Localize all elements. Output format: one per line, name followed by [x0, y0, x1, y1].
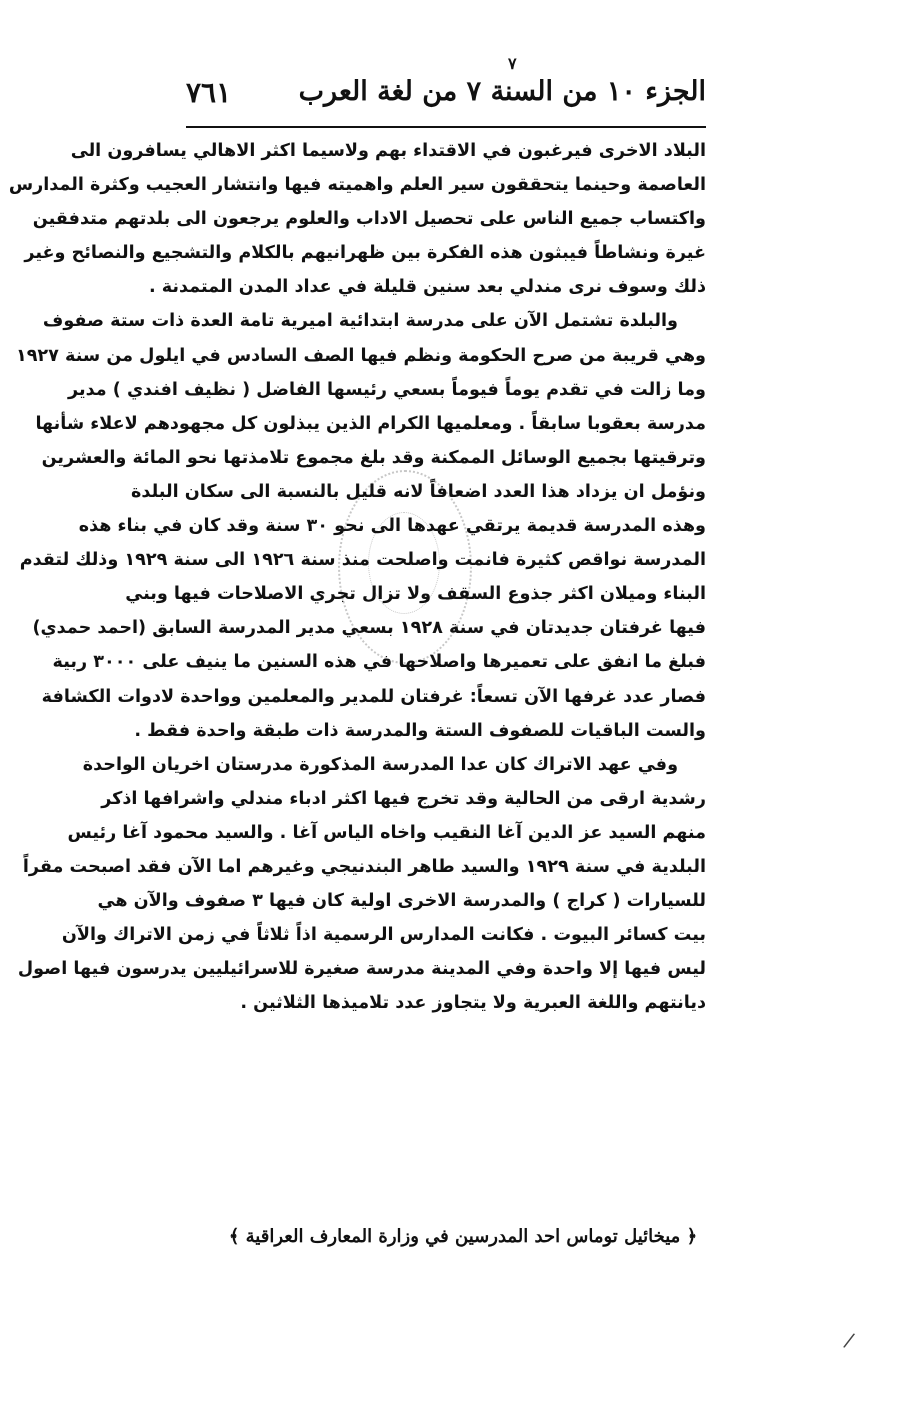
text-line: واكتساب جميع الناس على تحصيل الاداب والعلوم يرجعون الى بلدتهم متدفقين: [32, 209, 706, 230]
text-line: وما زالت في تقدم يوماً فيوماً بسعي رئيسها الفاضل ( نظيف افندي ) مدير: [68, 379, 706, 400]
text-line: ليس فيها إلا واحدة وفي المدينة مدرسة صغيرة للاسرائيليين يدرسون فيها اصول: [17, 959, 706, 980]
text-line: غيرة ونشاطاً فيبثون هذه الفكرة بين ظهرانيهم بالكلام والتشجيع والنصائح وغير: [24, 243, 706, 264]
text-line: مدرسة بعقوبا سابقاً . ومعلميها الكرام الذين يبذلون كل مجهودهم لاعلاء شأنها: [35, 413, 706, 434]
text-line: وهذه المدرسة قديمة يرتقي عهدها الى نحو ٣٠ سنة وقد كان في بناء هذه: [78, 516, 706, 537]
text-line: للسيارات ( كراج ) والمدرسة الاخرى اولية كان فيها ٣ صفوف والآن هي: [97, 891, 706, 912]
text-line: ذلك وسوف نرى مندلي بعد سنين قليلة في عداد المدن المتمدنة .: [148, 277, 706, 298]
author-signature: ﴿ ميخائيل توماس احد المدرسين في وزارة المعارف العراقية ﴾: [228, 1226, 698, 1247]
text-line: والبلدة تشتمل الآن على مدرسة ابتدائية اميرية تامة العدة ذات ستة صفوف: [42, 311, 678, 332]
text-line: العاصمة وحينما يتحققون سير العلم واهميته فيها وانتشار العجيب وكثرة المدارس: [8, 175, 706, 196]
text-line: البلاد الاخرى فيرغبون في الاقتداء بهم ولاسيما اكثر الاهالي يسافرون الى: [70, 141, 706, 161]
text-line: رشدية ارقى من الحالية وقد تخرج فيها اكثر ادباء مندلي واشرافها اذكر: [101, 788, 706, 809]
text-line: البلدية في سنة ١٩٢٩ والسيد طاهر البندنيجي وغيرهم اما الآن فقد اصبحت مقراً: [22, 856, 706, 877]
text-line: وترقيتها بجميع الوسائل الممكنة وقد بلغ مجموع تلامذتها نحو المائة والعشرين: [41, 447, 706, 468]
running-title: الجزء ١٠ من السنة ٧ من لغة العرب: [298, 76, 706, 107]
article-body: [8, 134, 706, 1020]
text-line: فصار عدد غرفها الآن تسعاً: غرفتان للمدير والمعلمين وواحدة لادوات الكشافة: [41, 686, 706, 707]
text-line: ونؤمل ان يزداد هذا العدد اضعافاً لانه قليل بالنسبة الى سكان البلدة: [131, 481, 706, 502]
text-line: وفي عهد الاتراك كان عدا المدرسة المذكورة مدرستان اخريان الواحدة: [82, 754, 678, 775]
page-header: [186, 54, 706, 120]
text-line: فبلغ ما انفق على تعميرها واصلاحها في هذه السنين ما ينيف على ٣٠٠٠ ربية: [52, 652, 706, 673]
text-line: البناء وميلان اكثر جذوع السقف ولا تزال تجري الاصلاحات فيها وبني: [125, 584, 706, 605]
header-top-mark: ٧: [508, 54, 517, 73]
header-rule: [186, 126, 706, 128]
text-line: منهم السيد عز الدين آغا النقيب واخاه الياس آغا . والسيد محمود آغا رئيس: [67, 822, 706, 843]
text-line: بيت كسائر البيوت . فكانت المدارس الرسمية اذاً ثلاثاً في زمن الاتراك والآن: [61, 925, 706, 946]
text-line: ديانتهم واللغة العبرية ولا يتجاوز عدد تلاميذها الثلاثين .: [240, 993, 706, 1014]
text-line: فيها غرفتان جديدتان في سنة ١٩٢٨ بسعي مدير المدرسة السابق (احمد حمدي): [32, 618, 706, 639]
text-line: المدرسة نواقص كثيرة فانمت واصلحت منذ سنة ١٩٢٦ الى سنة ١٩٢٩ وذلك لتقدم: [19, 550, 706, 571]
text-line: وهي قريبة من صرح الحكومة ونظم فيها الصف السادس في ايلول من سنة ١٩٢٧: [15, 345, 706, 366]
page-number: ٧٦١: [186, 76, 232, 109]
text-line: والست الباقيات للصفوف الستة والمدرسة ذات طبقة واحدة فقط .: [134, 720, 706, 741]
margin-pencil-mark: /: [842, 1327, 857, 1353]
